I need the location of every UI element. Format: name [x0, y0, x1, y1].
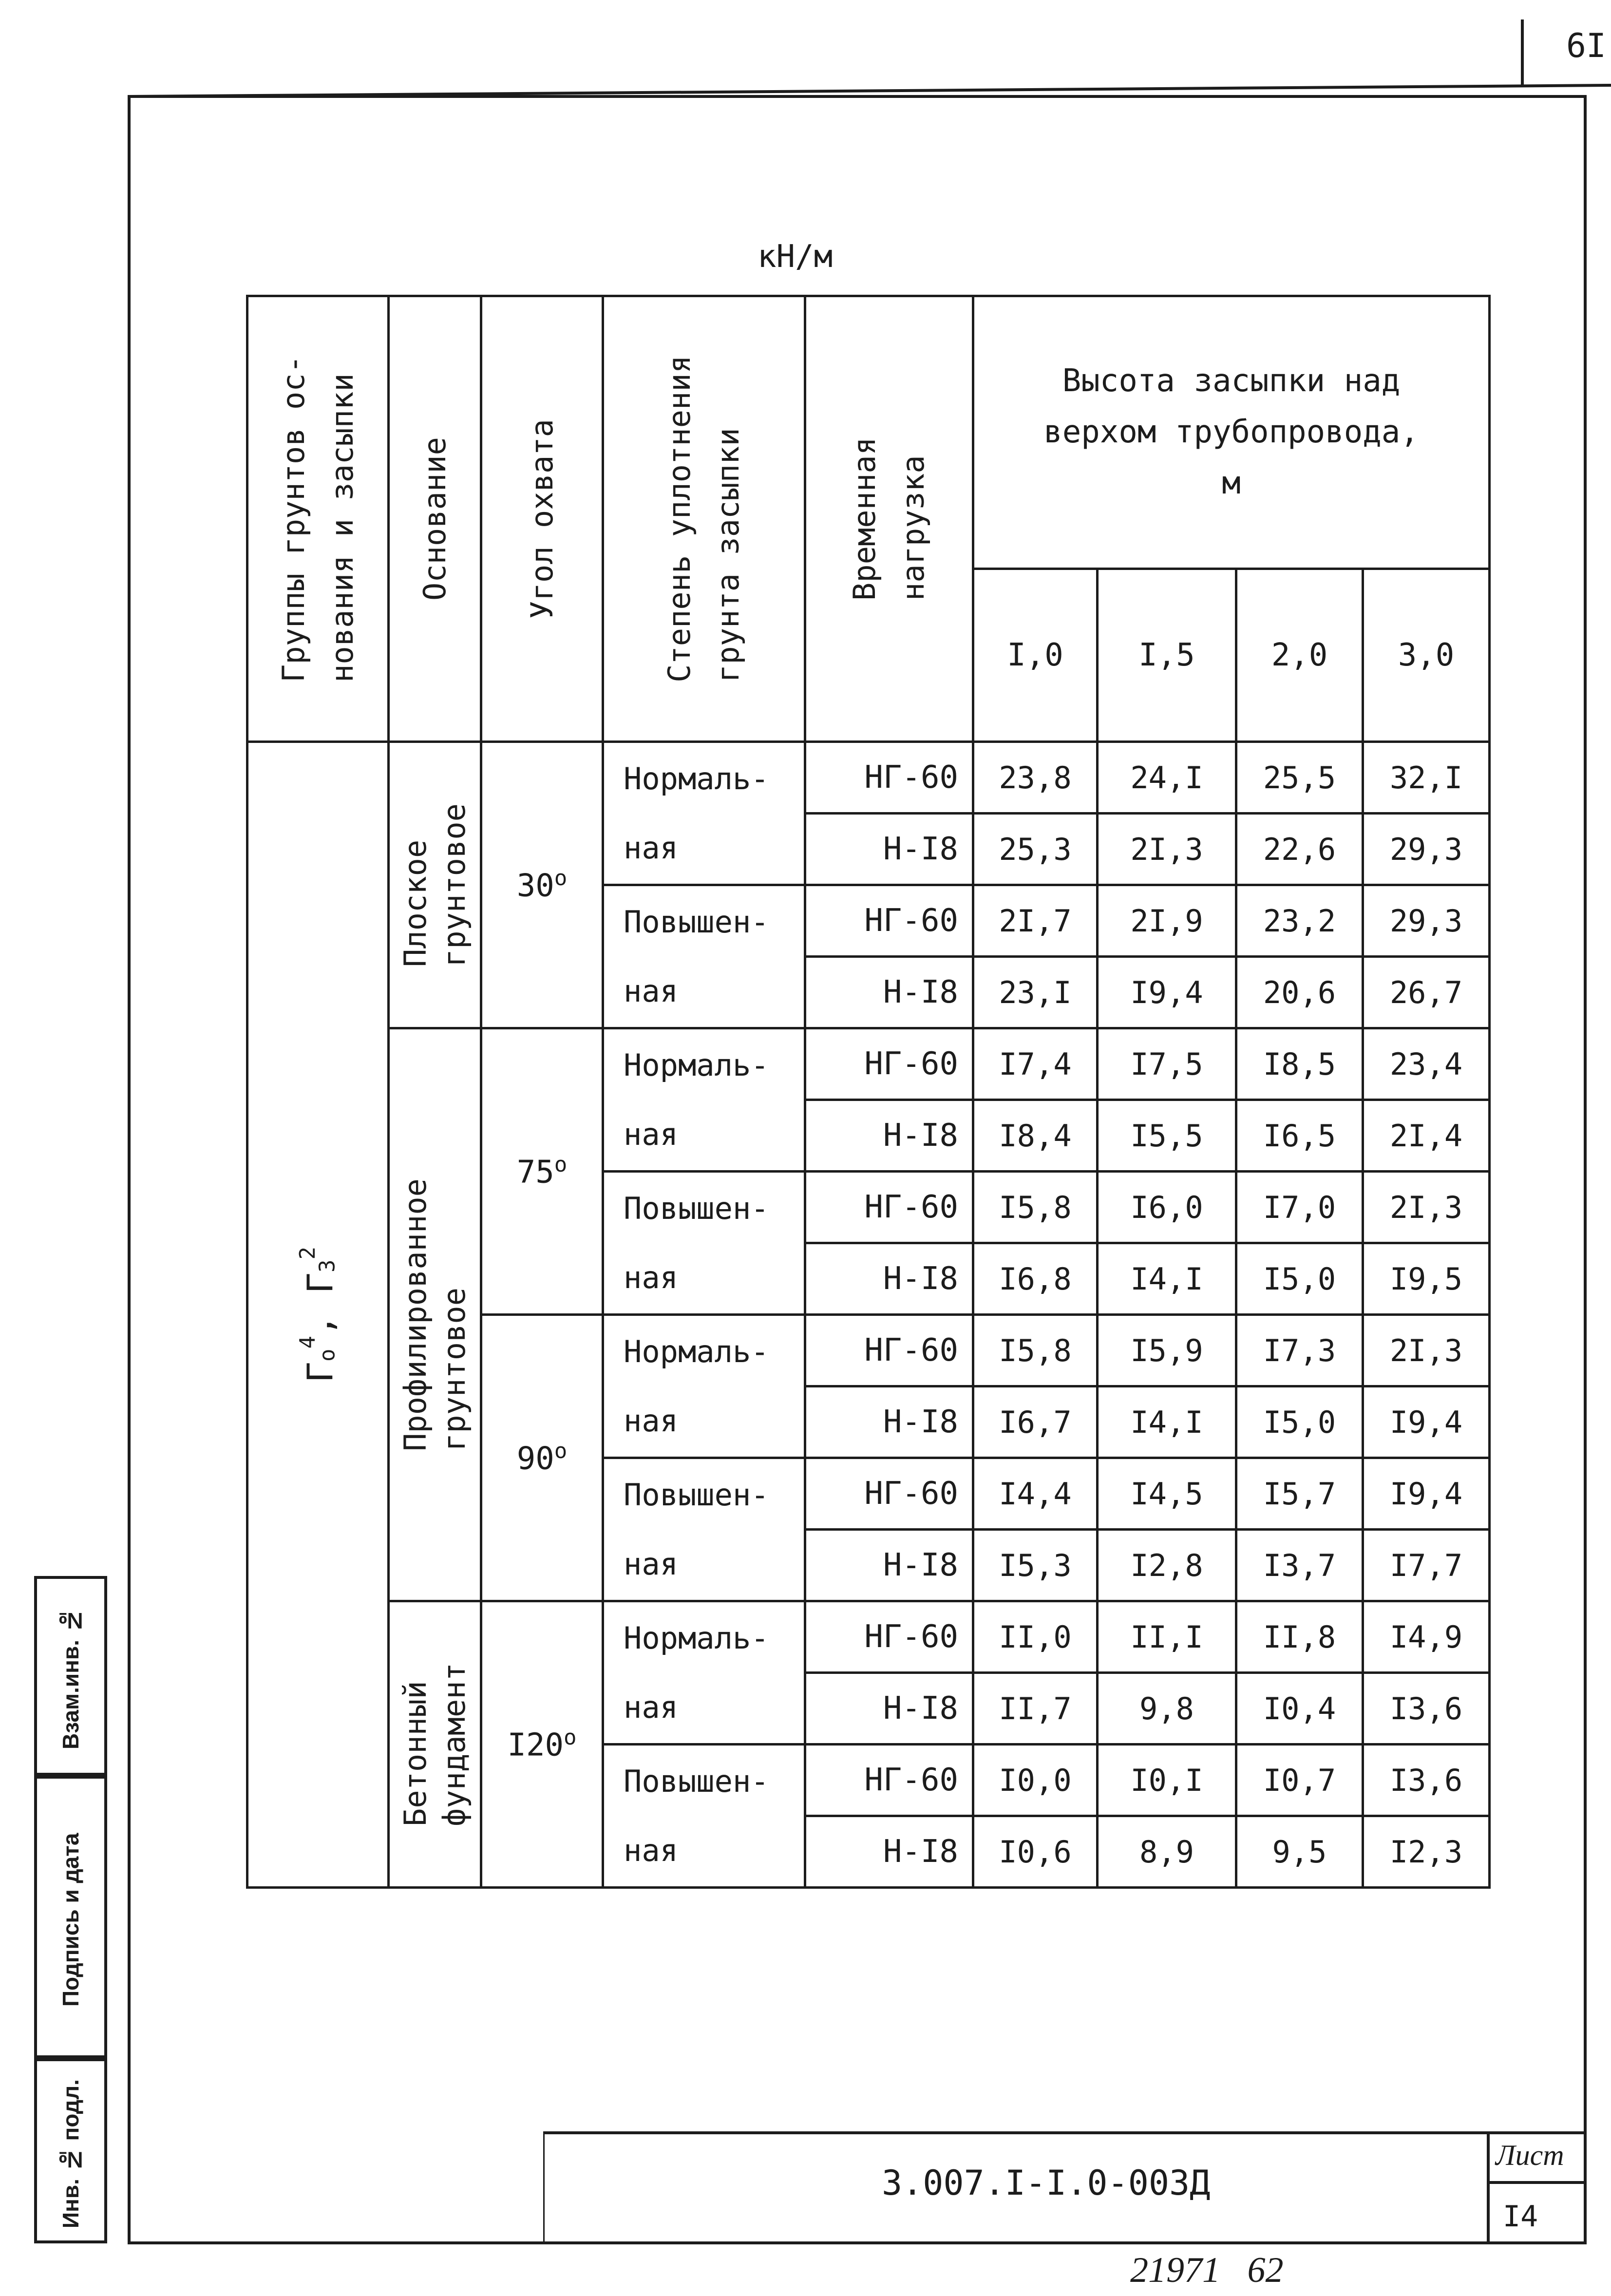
load-type-cell: Н-I8 [805, 1100, 973, 1172]
value-cell: II,7 [973, 1673, 1098, 1745]
document-code: 3.007.I-I.0-003Д [882, 2163, 1211, 2203]
load-type-cell: Н-I8 [805, 1243, 973, 1315]
value-cell: 23,8 [973, 742, 1098, 814]
table-row [247, 1028, 1490, 1100]
angle-cell [481, 1601, 603, 1888]
value-cell: I5,7 [1236, 1458, 1363, 1530]
value-cell: I4,I [1098, 1386, 1236, 1458]
compaction-cell [603, 1601, 805, 1745]
value-cell: 23,2 [1236, 885, 1363, 957]
soil-group-sub-1: o [315, 1348, 340, 1362]
value-cell: I7,4 [973, 1028, 1098, 1100]
load-type-cell: НГ-60 [805, 885, 973, 957]
value-cell: I9,5 [1363, 1243, 1490, 1315]
soil-group-cell [247, 742, 389, 1888]
value-cell: 8,9 [1098, 1816, 1236, 1888]
compaction-line-2: ная [624, 973, 678, 1009]
compaction-line-2: ная [624, 1689, 678, 1725]
value-cell: I4,9 [1363, 1601, 1490, 1673]
angle-cell [481, 1315, 603, 1601]
header-height-2: I,5 [1098, 569, 1236, 742]
compaction-cell [603, 742, 805, 885]
value-cell: 29,3 [1363, 885, 1490, 957]
value-cell: 2I,4 [1363, 1100, 1490, 1172]
side-stamp-signature: Подпись и дата [34, 1776, 107, 2058]
compaction-cell [603, 1745, 805, 1888]
page-number: 6I [1566, 27, 1606, 65]
load-type-cell: НГ-60 [805, 1315, 973, 1386]
angle-cell [481, 1028, 603, 1315]
value-cell: 23,I [973, 957, 1098, 1028]
value-cell: I0,0 [973, 1745, 1098, 1816]
value-cell: 29,3 [1363, 814, 1490, 885]
angle-value: 90 [516, 1441, 554, 1477]
header-load: Временная нагрузка [805, 296, 973, 742]
load-type-cell: Н-I8 [805, 1816, 973, 1888]
soil-group-sub-2: 3 [315, 1259, 340, 1272]
compaction-cell [603, 885, 805, 1028]
load-type-cell: НГ-60 [805, 1745, 973, 1816]
degree-sign: o [564, 1725, 577, 1750]
value-cell: I0,7 [1236, 1745, 1363, 1816]
load-type-cell: НГ-60 [805, 1172, 973, 1243]
compaction-line-1: Повышен- [624, 904, 769, 940]
value-cell: II,I [1098, 1601, 1236, 1673]
value-cell: I4,4 [973, 1458, 1098, 1530]
value-cell: I5,5 [1098, 1100, 1236, 1172]
load-type-cell: НГ-60 [805, 1028, 973, 1100]
value-cell: I5,3 [973, 1530, 1098, 1601]
header-height-1: I,0 [973, 569, 1098, 742]
compaction-line-2: ная [624, 830, 678, 866]
value-cell: I5,9 [1098, 1315, 1236, 1386]
value-cell: I5,0 [1236, 1243, 1363, 1315]
base-cell [389, 1601, 481, 1888]
value-cell: I8,5 [1236, 1028, 1363, 1100]
angle-cell [481, 742, 603, 1028]
value-cell: I6,8 [973, 1243, 1098, 1315]
value-cell: 9,8 [1098, 1673, 1236, 1745]
compaction-line-2: ная [624, 1546, 678, 1582]
value-cell: I0,6 [973, 1816, 1098, 1888]
load-type-cell: НГ-60 [805, 742, 973, 814]
load-table [246, 295, 1491, 1889]
value-cell: I8,4 [973, 1100, 1098, 1172]
compaction-line-2: ная [624, 1403, 678, 1439]
base-label: Профилированное грунтовое [397, 1178, 472, 1451]
load-type-cell: Н-I8 [805, 1673, 973, 1745]
value-cell: I9,4 [1098, 957, 1236, 1028]
soil-group-sup-1: 4 [295, 1335, 320, 1349]
degree-sign: o [554, 1152, 568, 1177]
value-cell: I0,I [1098, 1745, 1236, 1816]
value-cell: 2I,9 [1098, 885, 1236, 957]
sheet-number: I4 [1503, 2200, 1538, 2234]
side-stamp-inventory: Инв. № подл. [34, 2058, 107, 2243]
value-cell: I6,7 [973, 1386, 1098, 1458]
units-label: кН/м [758, 239, 833, 275]
value-cell: I9,4 [1363, 1458, 1490, 1530]
value-cell: I3,7 [1236, 1530, 1363, 1601]
compaction-line-2: ная [624, 1259, 678, 1295]
compaction-line-2: ная [624, 1116, 678, 1152]
value-cell: I2,8 [1098, 1530, 1236, 1601]
compaction-cell [603, 1458, 805, 1601]
value-cell: I0,4 [1236, 1673, 1363, 1745]
header-height-3: 2,0 [1236, 569, 1363, 742]
value-cell: 20,6 [1236, 957, 1363, 1028]
compaction-line-1: Нормаль- [624, 760, 769, 797]
value-cell: I3,6 [1363, 1745, 1490, 1816]
table-row [247, 742, 1490, 814]
compaction-line-1: Повышен- [624, 1477, 769, 1513]
angle-value: 30 [516, 868, 554, 904]
base-cell [389, 742, 481, 1028]
value-cell: 2I,3 [1098, 814, 1236, 885]
compaction-line-1: Повышен- [624, 1763, 769, 1799]
compaction-line-1: Нормаль- [624, 1620, 769, 1656]
value-cell: 2I,3 [1363, 1315, 1490, 1386]
value-cell: II,8 [1236, 1601, 1363, 1673]
load-type-cell: НГ-60 [805, 1458, 973, 1530]
angle-value: 75 [516, 1154, 554, 1191]
compaction-line-2: ная [624, 1832, 678, 1868]
value-cell: I6,5 [1236, 1100, 1363, 1172]
value-cell: I5,0 [1236, 1386, 1363, 1458]
degree-sign: o [554, 866, 568, 891]
base-label: Плоское грунтовое [397, 803, 472, 967]
compaction-line-1: Нормаль- [624, 1333, 769, 1369]
value-cell: I7,7 [1363, 1530, 1490, 1601]
side-stamp-replace: Взам.инв. № [34, 1576, 107, 1776]
value-cell: I2,3 [1363, 1816, 1490, 1888]
value-cell: I6,0 [1098, 1172, 1236, 1243]
load-type-cell: Н-I8 [805, 814, 973, 885]
compaction-cell [603, 1172, 805, 1315]
compaction-cell [603, 1028, 805, 1172]
value-cell: 25,3 [973, 814, 1098, 885]
value-cell: I5,8 [973, 1315, 1098, 1386]
compaction-cell [603, 1315, 805, 1458]
base-label: Бетонный фундамент [397, 1662, 472, 1826]
value-cell: I9,4 [1363, 1386, 1490, 1458]
top-border-lines [0, 0, 1611, 97]
value-cell: I3,6 [1363, 1673, 1490, 1745]
soil-group-sup-2: 2 [295, 1246, 320, 1260]
value-cell: II,0 [973, 1601, 1098, 1673]
table-row [247, 1601, 1490, 1673]
value-cell: 9,5 [1236, 1816, 1363, 1888]
value-cell: I7,3 [1236, 1315, 1363, 1386]
header-compaction: Степень уплотнения грунта засыпки [603, 296, 805, 742]
archive-number: 21971 62 [1130, 2250, 1284, 2290]
soil-group-value [295, 1247, 341, 1383]
value-cell: I4,I [1098, 1243, 1236, 1315]
header-soil-groups: Группы грунтов ос- нования и засыпки [247, 296, 389, 742]
header-height-4: 3,0 [1363, 569, 1490, 742]
sheet-label: Лист [1496, 2139, 1564, 2171]
soil-group-letter-1: Г [300, 1361, 341, 1383]
header-angle: Угол охвата [481, 296, 603, 742]
angle-value: I20 [507, 1727, 564, 1764]
compaction-line-1: Повышен- [624, 1190, 769, 1226]
value-cell: 22,6 [1236, 814, 1363, 885]
value-cell: I7,0 [1236, 1172, 1363, 1243]
load-type-cell: Н-I8 [805, 957, 973, 1028]
degree-sign: o [554, 1439, 568, 1464]
value-cell: 2I,7 [973, 885, 1098, 957]
value-cell: 25,5 [1236, 742, 1363, 814]
value-cell: I4,5 [1098, 1458, 1236, 1530]
value-cell: 32,I [1363, 742, 1490, 814]
load-type-cell: Н-I8 [805, 1386, 973, 1458]
soil-group-letter-2: , Г [300, 1272, 341, 1336]
value-cell: 26,7 [1363, 957, 1490, 1028]
load-type-cell: Н-I8 [805, 1530, 973, 1601]
header-fill-height: Высота засыпки над верхом трубопровода, м [973, 296, 1490, 569]
value-cell: 24,I [1098, 742, 1236, 814]
value-cell: I7,5 [1098, 1028, 1236, 1100]
value-cell: 2I,3 [1363, 1172, 1490, 1243]
base-cell [389, 1028, 481, 1601]
value-cell: 23,4 [1363, 1028, 1490, 1100]
header-base: Основание [389, 296, 481, 742]
load-type-cell: НГ-60 [805, 1601, 973, 1673]
compaction-line-1: Нормаль- [624, 1047, 769, 1083]
value-cell: I5,8 [973, 1172, 1098, 1243]
